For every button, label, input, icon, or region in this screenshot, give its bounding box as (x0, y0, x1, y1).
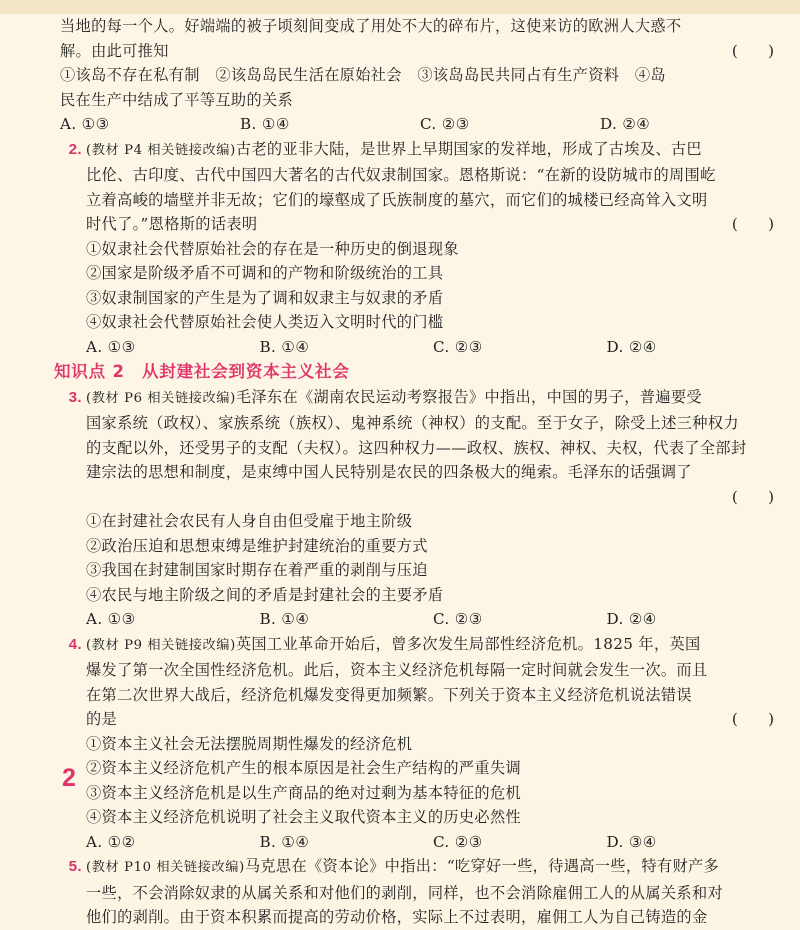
question-5 (60, 854, 780, 930)
question-number: 2. (68, 140, 82, 158)
choice-a: A. ①② (86, 832, 136, 851)
question-2 (60, 137, 780, 360)
question-3 (60, 385, 780, 632)
option-line: 民在生产中结成了平等互助的关系 (60, 90, 294, 109)
choice-d: D. ②④ (606, 610, 657, 628)
answer-paren: ( ) (731, 710, 775, 728)
question-source: (教材 P4 相关链接改编) (86, 142, 236, 158)
answer-paren: ( ) (731, 41, 775, 60)
question-number: 5. (68, 858, 82, 875)
option-line: ①资本主义社会无法摆脱周期性爆发的经济危机 (86, 734, 413, 753)
top-edge (0, 0, 800, 14)
text-line: 英国工业革命开始后，曾多次发生局部性经济危机。1825 年，英国 (235, 634, 701, 653)
choice-b: B. ①④ (259, 337, 310, 356)
option-line: ④奴隶社会代替原始社会使人类迈入文明时代的门槛 (86, 313, 444, 331)
choices-row (86, 335, 780, 360)
text-line: 古老的亚非大陆，是世界上早期国家的发祥地，形成了古埃及、古巴 (235, 139, 702, 158)
choice-b: B. ①④ (240, 115, 290, 133)
answer-paren: ( ) (731, 487, 775, 506)
choice-d: D. ②④ (606, 337, 657, 356)
text-line: 国家系统（政权）、家族系统（族权）、鬼神系统（神权）的支配。至于女子，除受上述三种权力 (86, 414, 739, 432)
option-line: ②政治压迫和思想束缚是维护封建统治的重要方式 (86, 536, 428, 555)
option-line: ①在封建社会农民有人身自由但受雇于地主阶级 (86, 512, 413, 530)
choice-a: A. ①③ (60, 115, 110, 133)
text-line: 在第二次世界大战后，经济危机爆发变得更加频繁。下列关于资本主义经济危机说法错误 (86, 685, 692, 704)
question-1-tail (60, 14, 780, 137)
text-line: 时代了。”恩格斯的话表明 (86, 215, 258, 233)
choice-c: C. ②③ (420, 115, 470, 133)
option-line: ③奴隶制国家的产生是为了调和奴隶主与奴隶的矛盾 (86, 288, 444, 307)
choice-a: A. ①③ (86, 610, 136, 628)
choice-d: D. ③④ (606, 832, 657, 851)
text-line: 的支配以外，还受男子的支配（夫权）。这四种权力——政权、族权、神权、夫权，代表了全部封 (86, 438, 747, 457)
choice-c: C. ②③ (433, 832, 483, 851)
option-line: ④资本主义经济危机说明了社会主义取代资本主义的历史必然性 (86, 808, 522, 826)
text-line: 爆发了第一次全国性经济危机。此后，资本主义经济危机每隔一定时间就会发生一次。而且 (86, 661, 708, 679)
text-line (60, 39, 780, 64)
choice-c: C. ②③ (433, 610, 483, 628)
question-4 (60, 632, 780, 855)
option-line: ②国家是阶级矛盾不可调和的产物和阶级统治的工具 (86, 264, 444, 282)
option-line: ④农民与地主阶级之间的矛盾是封建社会的主要矛盾 (86, 585, 444, 604)
question-source: (教材 P6 相关链接改编) (86, 390, 236, 406)
question-source: (教材 P10 相关链接改编) (86, 860, 245, 875)
page-number: 2 (62, 764, 76, 792)
option-line: ①该岛不存在私有制 ②该岛岛民生活在原始社会 ③该岛岛民共同占有生产资料 ④岛 (60, 66, 666, 84)
section-title: 知识点 2 从封建社会到资本主义社会 (54, 362, 350, 381)
text-line: 马克思在《资本论》中指出：“吃穿好一些，待遇高一些，特有财产多 (244, 857, 720, 875)
text-line: 一些，不会消除奴隶的从属关系和对他们的剥削，同样，也不会消除雇佣工人的从属关系和对 (86, 883, 724, 902)
text-line: 建宗法的思想和制度，是束缚中国人民特别是农民的四条极大的绳索。毛泽东的话强调了 (86, 463, 692, 481)
option-line: ①奴隶社会代替原始社会的存在是一种历史的倒退现象 (86, 239, 459, 258)
text-line: 他们的剥削。由于资本积累而提高的劳动价格，实际上不过表明，雇佣工人为自己铸造的金 (86, 908, 708, 926)
choice-a: A. ①③ (86, 337, 136, 356)
choice-b: B. ①④ (259, 610, 310, 628)
option-line: ③资本主义经济危机是以生产商品的绝对过剩为基本特征的危机 (86, 783, 522, 802)
option-line: ②资本主义经济危机产生的根本原因是社会生产结构的严重失调 (86, 759, 522, 777)
text-line: 毛泽东在《湖南农民运动考察报告》中指出，中国的男子，普遍要受 (235, 387, 702, 406)
text-line: 的是 (86, 710, 118, 728)
page-content (54, 14, 780, 930)
question-number: 4. (68, 635, 82, 653)
text-line: 解。由此可推知 (60, 41, 169, 60)
question-source: (教材 P9 相关链接改编) (86, 637, 236, 653)
choices-row (86, 607, 780, 632)
text-line: 比伦、古印度、古代中国四大著名的古代奴隶制国家。恩格斯说：“在新的设防城市的周围屹 (86, 166, 716, 184)
choices-row (86, 830, 780, 855)
question-number: 3. (68, 388, 82, 406)
choices-row (60, 112, 780, 137)
choice-c: C. ②③ (433, 337, 483, 356)
option-line: ③我国在封建制国家时期存在着严重的剥削与压迫 (86, 561, 428, 579)
choice-b: B. ①④ (259, 832, 310, 851)
text-line: 当地的每一个人。好端端的被子顷刻间变成了用处不大的碎布片，这使来访的欧洲人大惑不 (60, 17, 682, 35)
choice-d: D. ②④ (600, 115, 651, 133)
answer-paren: ( ) (731, 215, 775, 233)
text-line: 立着高峻的墙壁并非无故；它们的壕壑成了氏族制度的墓穴，而它们的城楼已经高耸入文明 (86, 190, 708, 209)
